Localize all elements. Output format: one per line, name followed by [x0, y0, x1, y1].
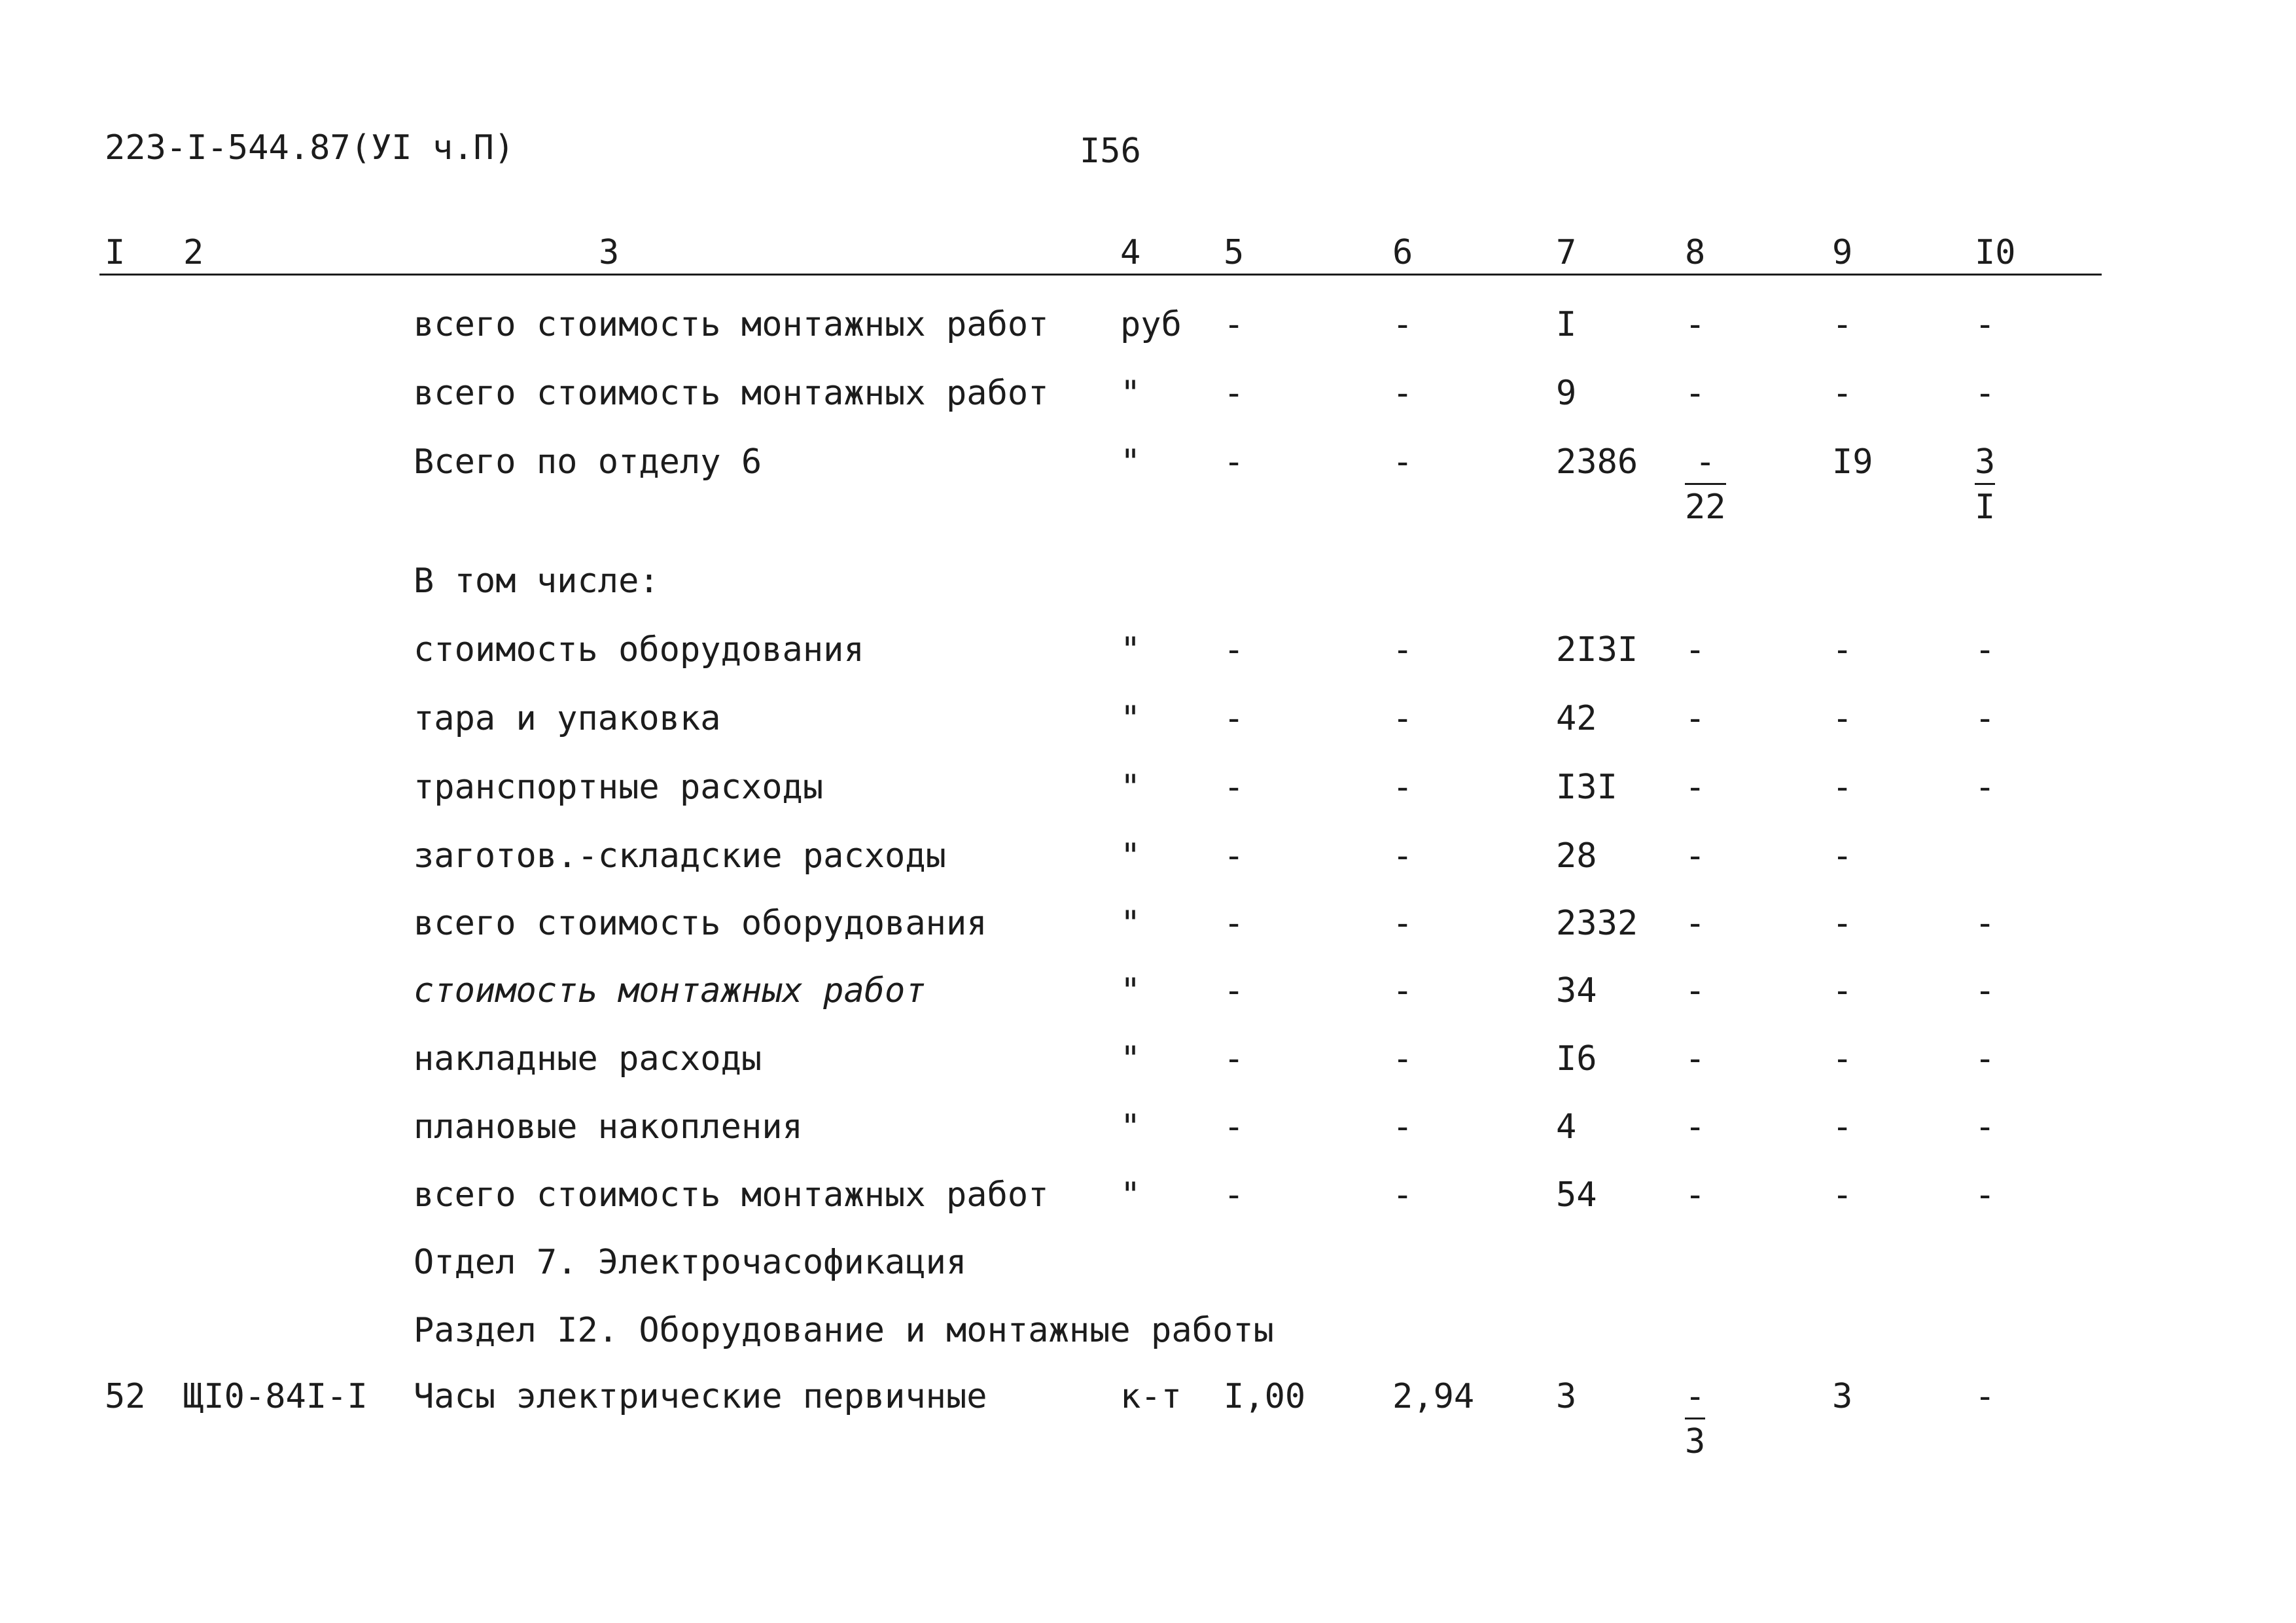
- col8-fraction: [1685, 442, 1726, 527]
- col7-value: 2386: [1556, 442, 1638, 482]
- col10-value: -: [1975, 305, 1996, 344]
- col9-value: -: [1832, 305, 1853, 344]
- section-heading: [0, 1313, 2296, 1366]
- item-name: Всего по отделу 6: [414, 442, 762, 482]
- col6-value: -: [1392, 1107, 1413, 1147]
- col9-value: -: [1832, 630, 1853, 669]
- col5-value: -: [1224, 1039, 1245, 1079]
- col7-value: 34: [1556, 971, 1597, 1010]
- col6-value: 2,94: [1392, 1377, 1475, 1416]
- col5-value: -: [1224, 768, 1245, 807]
- col8-value: -: [1685, 374, 1706, 413]
- department-title: Отдел 7. Электрочасофикация: [414, 1243, 967, 1282]
- unit: ": [1120, 1107, 1141, 1147]
- table-row: [0, 305, 2296, 360]
- section-label: [0, 564, 2296, 616]
- table-row: [0, 836, 2296, 891]
- fraction-numerator: -: [1685, 1380, 1705, 1419]
- col8-fraction: [1685, 1377, 1706, 1461]
- col10-value: -: [1975, 699, 1996, 738]
- column-number-3: 3: [599, 233, 620, 272]
- col7-value: I3I: [1556, 768, 1617, 807]
- column-number-7: 7: [1556, 233, 1577, 272]
- col5-value: -: [1224, 971, 1245, 1010]
- item-name: заготов.-складские расходы: [414, 836, 946, 876]
- table-row: [0, 699, 2296, 754]
- col7-value: 2I3I: [1556, 630, 1638, 669]
- table-row: [0, 906, 2296, 959]
- item-number: 52: [105, 1377, 146, 1416]
- col7-value: 42: [1556, 699, 1597, 738]
- item-name: всего стоимость монтажных работ: [414, 374, 1049, 413]
- col5-value: -: [1224, 836, 1245, 876]
- subsection-title: Раздел I2. Оборудование и монтажные работы: [414, 1311, 1274, 1350]
- col9-value: -: [1832, 971, 1853, 1010]
- col7-value: 9: [1556, 374, 1577, 413]
- fraction-denominator: 22: [1685, 488, 1726, 527]
- column-number-10: I0: [1975, 233, 2016, 272]
- col8-value: -: [1685, 904, 1706, 943]
- table-row: [0, 1039, 2296, 1094]
- item-name: стоимость оборудования: [414, 630, 864, 669]
- column-number-9: 9: [1832, 233, 1853, 272]
- col7-value: 4: [1556, 1107, 1577, 1147]
- column-number-2: 2: [183, 233, 204, 272]
- col6-value: -: [1392, 1039, 1413, 1079]
- col9-value: -: [1832, 1175, 1853, 1215]
- col10-value: -: [1975, 630, 1996, 669]
- col8-value: -: [1685, 1175, 1706, 1215]
- col5-value: -: [1224, 1175, 1245, 1215]
- table-row: [0, 770, 2296, 823]
- col9-value: -: [1832, 768, 1853, 807]
- column-number-5: 5: [1224, 233, 1245, 272]
- col9-value: -: [1832, 699, 1853, 738]
- column-number-1: I: [105, 233, 126, 272]
- col6-value: -: [1392, 768, 1413, 807]
- section-heading: [0, 1245, 2296, 1298]
- column-number-6: 6: [1392, 233, 1413, 272]
- col9-value: -: [1832, 1107, 1853, 1147]
- col6-value: -: [1392, 904, 1413, 943]
- item-name: всего стоимость оборудования: [414, 904, 987, 943]
- item-name: Часы электрические первичные: [414, 1377, 987, 1416]
- col10-value: -: [1975, 904, 1996, 943]
- table-row: [0, 1107, 2296, 1162]
- item-name: стоимость монтажных работ: [414, 971, 926, 1010]
- col9-value: I9: [1832, 442, 1873, 482]
- col6-value: -: [1392, 836, 1413, 876]
- col7-value: 54: [1556, 1175, 1597, 1215]
- col6-value: -: [1392, 305, 1413, 344]
- table-row: [0, 376, 2296, 429]
- item-name: всего стоимость монтажных работ: [414, 1175, 1049, 1215]
- unit: руб: [1120, 305, 1182, 344]
- col6-value: -: [1392, 630, 1413, 669]
- col10-value: -: [1975, 1377, 1996, 1416]
- table-row: [0, 971, 2296, 1026]
- unit: ": [1120, 374, 1141, 413]
- column-number-8: 8: [1685, 233, 1706, 272]
- col5-value: -: [1224, 374, 1245, 413]
- item-name: В том числе:: [414, 562, 660, 601]
- item-name: плановые накопления: [414, 1107, 803, 1147]
- page-number: I56: [1080, 132, 1141, 171]
- col8-value: -: [1685, 699, 1706, 738]
- table-row: [0, 442, 2296, 537]
- col5-value: I,00: [1224, 1377, 1306, 1416]
- col6-value: -: [1392, 971, 1413, 1010]
- item-name: транспортные расходы: [414, 768, 824, 807]
- col10-value: -: [1975, 374, 1996, 413]
- unit: ": [1120, 971, 1141, 1010]
- col8-value: -: [1685, 971, 1706, 1010]
- table-row: [0, 630, 2296, 685]
- col5-value: -: [1224, 305, 1245, 344]
- col5-value: -: [1224, 699, 1245, 738]
- unit: ": [1120, 836, 1141, 876]
- unit: ": [1120, 1039, 1141, 1079]
- col9-value: -: [1832, 836, 1853, 876]
- col10-value: -: [1975, 1039, 1996, 1079]
- column-number-4: 4: [1120, 233, 1141, 272]
- col9-value: -: [1832, 374, 1853, 413]
- col10-value: -: [1975, 971, 1996, 1010]
- col8-value: -: [1685, 836, 1706, 876]
- unit: ": [1120, 904, 1141, 943]
- col5-value: -: [1224, 1107, 1245, 1147]
- col7-value: 2332: [1556, 904, 1638, 943]
- header-rule: [99, 274, 2102, 276]
- col10-value: -: [1975, 1107, 1996, 1147]
- col9-value: 3: [1832, 1377, 1853, 1416]
- fraction-numerator: 3: [1975, 445, 1995, 485]
- fraction-numerator: -: [1685, 445, 1726, 485]
- item-name: тара и упаковка: [414, 699, 721, 738]
- price-code: ЩI0-84I-I: [183, 1377, 368, 1416]
- col6-value: -: [1392, 374, 1413, 413]
- col8-value: -: [1685, 305, 1706, 344]
- col7-value: 28: [1556, 836, 1597, 876]
- col9-value: -: [1832, 1039, 1853, 1079]
- col6-value: -: [1392, 699, 1413, 738]
- col10-fraction: [1975, 442, 1996, 527]
- unit: ": [1120, 630, 1141, 669]
- col6-value: -: [1392, 1175, 1413, 1215]
- document-code: 223-I-544.87(УI ч.П): [105, 128, 515, 168]
- col7-value: I: [1556, 305, 1577, 344]
- col5-value: -: [1224, 904, 1245, 943]
- col10-value: -: [1975, 768, 1996, 807]
- fraction-denominator: 3: [1685, 1422, 1706, 1461]
- table-row: [0, 1175, 2296, 1230]
- table-row: [0, 1377, 2296, 1471]
- item-name: всего стоимость монтажных работ: [414, 305, 1049, 344]
- col10-value: -: [1975, 1175, 1996, 1215]
- col5-value: -: [1224, 630, 1245, 669]
- col8-value: -: [1685, 630, 1706, 669]
- col9-value: -: [1832, 904, 1853, 943]
- col7-value: I6: [1556, 1039, 1597, 1079]
- col5-value: -: [1224, 442, 1245, 482]
- col8-value: -: [1685, 1107, 1706, 1147]
- col8-value: -: [1685, 1039, 1706, 1079]
- col8-value: -: [1685, 768, 1706, 807]
- col6-value: -: [1392, 442, 1413, 482]
- unit: ": [1120, 442, 1141, 482]
- fraction-denominator: I: [1975, 488, 1996, 527]
- item-name: накладные расходы: [414, 1039, 762, 1079]
- col7-value: 3: [1556, 1377, 1577, 1416]
- unit: ": [1120, 1175, 1141, 1215]
- unit: к-т: [1120, 1377, 1182, 1416]
- unit: ": [1120, 768, 1141, 807]
- unit: ": [1120, 699, 1141, 738]
